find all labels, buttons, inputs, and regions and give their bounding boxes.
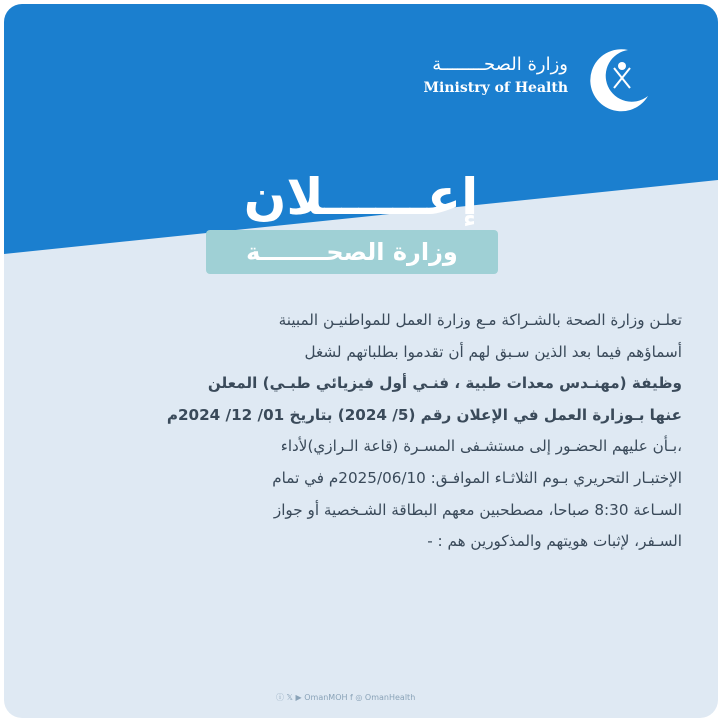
body-line: تعلـن وزارة الصحة بالشـراكة مـع وزارة العمل للمواطنيـن المبينة [278,311,682,329]
subtitle-banner [206,230,498,274]
body-line: ،بـأن عليهم الحضـور إلى مستشـفى المسـرة (قاعة الـرازي)لأداء [280,437,682,456]
social-footer: ⓘ 𝕏 ▶ OmanMOH f ◎ OmanHealth [276,693,416,702]
body-line: السـفر، لإثبات هويتهم والمذكورين هم : - [427,532,682,551]
body-line: عنها بـوزارة العمل في الإعلان رقم (5/ 2024) بتاريخ 01/ 12/ 2024م [166,405,682,424]
body-line: أسماؤهم فيما بعد الذين سـبق لهم أن تقدموا بطلباتهم لشغل [304,342,682,361]
announcement-card [4,4,718,718]
ministry-crescent-emblem-icon [584,44,654,114]
body-line: وظيفة (مهنـدس معدات طبية ، فنـي أول فيزيائي طبـي) المعلن [207,374,682,393]
announcement-body [54,305,682,558]
subtitle-text: وزارة الصحــــــــة [246,238,458,266]
logo-arabic-text: وزارة الصحــــــــة [432,54,568,75]
body-line: الإختبـار التحريري بـوم الثلاثـاء الموافـق: 2025/06/10م في تمام [272,468,682,487]
logo-english-text: Ministry of Health [423,80,568,96]
announcement-title: إعــــــلان [243,168,479,226]
ministry-logo [418,44,688,114]
body-line: السـاعة 8:30 صباحا، مصطحبين معهم البطاقة الشـخصية أو جواز [273,500,682,519]
